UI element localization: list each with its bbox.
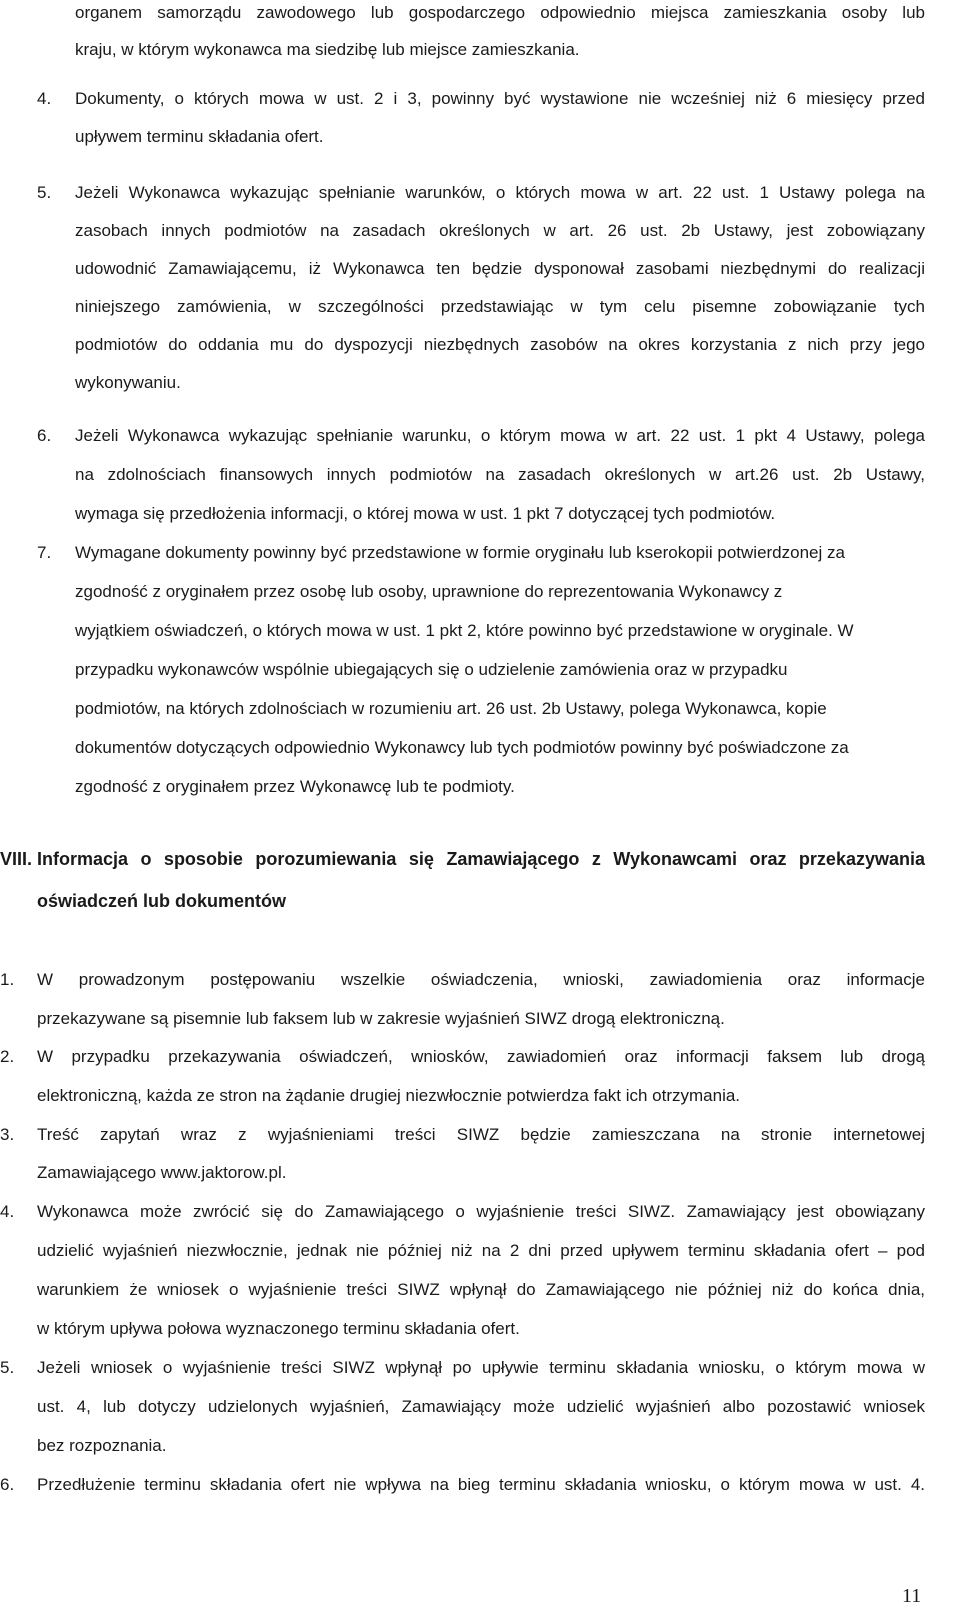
paragraph-line: udzielić wyjaśnień niezwłocznie, jednak nie później niż na 2 dni przed upływem terminu składania ofert – pod bbox=[37, 1241, 925, 1260]
list-number: 4. bbox=[0, 1202, 15, 1221]
paragraph-line: W przypadku przekazywania oświadczeń, wniosków, zawiadomień oraz informacji faksem lub drogą bbox=[37, 1047, 925, 1066]
section-heading: Informacja o sposobie porozumiewania się Zamawiającego z Wykonawcami oraz przekazywania bbox=[37, 849, 925, 869]
paragraph-line: zasobach innych podmiotów na zasadach określonych w art. 26 ust. 2b Ustawy, jest zobowiązany bbox=[75, 221, 925, 240]
paragraph-line: Treść zapytań wraz z wyjaśnieniami treści SIWZ będzie zamieszczana na stronie internetowej bbox=[37, 1125, 925, 1144]
paragraph-line: Przedłużenie terminu składania ofert nie wpływa na bieg terminu składania wniosku, o którym mowa w ust. 4. bbox=[37, 1475, 925, 1494]
list-number: 1. bbox=[0, 970, 15, 989]
paragraph-line: ust. 4, lub dotyczy udzielonych wyjaśnień, Zamawiający może udzielić wyjaśnień albo pozostawić wniosek bbox=[37, 1397, 925, 1416]
paragraph-line: w którym upływa połowa wyznaczonego terminu składania ofert. bbox=[37, 1319, 520, 1338]
list-number: 6. bbox=[37, 426, 52, 445]
paragraph-line: Jeżeli wniosek o wyjaśnienie treści SIWZ wpłynął po upływie terminu składania wniosku, o którym mowa w bbox=[37, 1358, 925, 1377]
paragraph-line: Jeżeli Wykonawca wykazując spełnianie warunku, o którym mowa w art. 22 ust. 1 pkt 4 Ustawy, polega bbox=[75, 426, 925, 445]
list-number: 5. bbox=[0, 1358, 15, 1377]
paragraph-line: wymaga się przedłożenia informacji, o której mowa w ust. 1 pkt 7 dotyczącej tych podmiotów. bbox=[75, 504, 776, 523]
paragraph-line: wykonywaniu. bbox=[75, 373, 181, 392]
paragraph-line: zgodność z oryginałem przez Wykonawcę lub te podmioty. bbox=[75, 777, 515, 796]
paragraph-line: Dokumenty, o których mowa w ust. 2 i 3, powinny być wystawione nie wcześniej niż 6 miesięcy przed bbox=[75, 89, 925, 108]
paragraph-line: zgodność z oryginałem przez osobę lub osoby, uprawnione do reprezentowania Wykonawcy z bbox=[75, 582, 783, 601]
list-number: 2. bbox=[0, 1047, 15, 1066]
paragraph-line: podmiotów, na których zdolnościach w rozumieniu art. 26 ust. 2b Ustawy, polega Wykonawca, kopie bbox=[75, 699, 827, 718]
list-number: 3. bbox=[0, 1125, 15, 1144]
paragraph-line: W prowadzonym postępowaniu wszelkie oświadczenia, wnioski, zawiadomienia oraz informacje bbox=[37, 970, 925, 989]
paragraph-line: dokumentów dotyczących odpowiednio Wykonawcy lub tych podmiotów powinny być poświadczone za bbox=[75, 738, 849, 757]
paragraph-line: Wykonawca może zwrócić się do Zamawiającego o wyjaśnienie treści SIWZ. Zamawiający jest obowiązany bbox=[37, 1202, 925, 1221]
paragraph-line: bez rozpoznania. bbox=[37, 1436, 167, 1455]
paragraph-line: przekazywane są pisemnie lub faksem lub w zakresie wyjaśnień SIWZ drogą elektroniczną. bbox=[37, 1009, 725, 1028]
section-number: VIII. bbox=[0, 849, 33, 869]
list-number: 5. bbox=[37, 183, 52, 202]
paragraph-line: warunkiem że wniosek o wyjaśnienie treści SIWZ wpłynął do Zamawiającego nie później niż do końca dnia, bbox=[37, 1280, 925, 1299]
paragraph-line: Jeżeli Wykonawca wykazując spełnianie warunków, o których mowa w art. 22 ust. 1 Ustawy polega na bbox=[75, 183, 925, 202]
paragraph-line: wyjątkiem oświadczeń, o których mowa w ust. 1 pkt 2, które powinno być przedstawione w oryginale. W bbox=[75, 621, 854, 640]
list-number: 7. bbox=[37, 543, 52, 562]
list-number: 4. bbox=[37, 89, 52, 108]
paragraph-line: Zamawiającego www.jaktorow.pl. bbox=[37, 1163, 287, 1182]
paragraph-line: organem samorządu zawodowego lub gospodarczego odpowiednio miejsca zamieszkania osoby lub bbox=[75, 3, 925, 22]
paragraph-line: kraju, w którym wykonawca ma siedzibę lub miejsce zamieszkania. bbox=[75, 40, 580, 59]
page-number: 11 bbox=[902, 1585, 922, 1607]
paragraph-line: podmiotów do oddania mu do dyspozycji niezbędnych zasobów na okres korzystania z nich przy jego bbox=[75, 335, 925, 354]
paragraph-line: upływem terminu składania ofert. bbox=[75, 127, 324, 146]
list-number: 6. bbox=[0, 1475, 15, 1494]
paragraph-line: elektroniczną, każda ze stron na żądanie drugiej niezwłocznie potwierdza fakt ich otrzymania. bbox=[37, 1086, 741, 1105]
paragraph-line: na zdolnościach finansowych innych podmiotów na zasadach określonych w art.26 ust. 2b Ustawy, bbox=[75, 465, 925, 484]
paragraph-line: udowodnić Zamawiającemu, iż Wykonawca ten będzie dysponował zasobami niezbędnymi do realizacji bbox=[75, 259, 925, 278]
paragraph-line: przypadku wykonawców wspólnie ubiegających się o udzielenie zamówienia oraz w przypadku bbox=[75, 660, 788, 679]
paragraph-line: Wymagane dokumenty powinny być przedstawione w formie oryginału lub kserokopii potwierdzonej za bbox=[75, 543, 845, 562]
section-heading: oświadczeń lub dokumentów bbox=[37, 891, 287, 911]
paragraph-line: niniejszego zamówienia, w szczególności przedstawiając w tym celu pisemne zobowiązanie tych bbox=[75, 297, 925, 316]
